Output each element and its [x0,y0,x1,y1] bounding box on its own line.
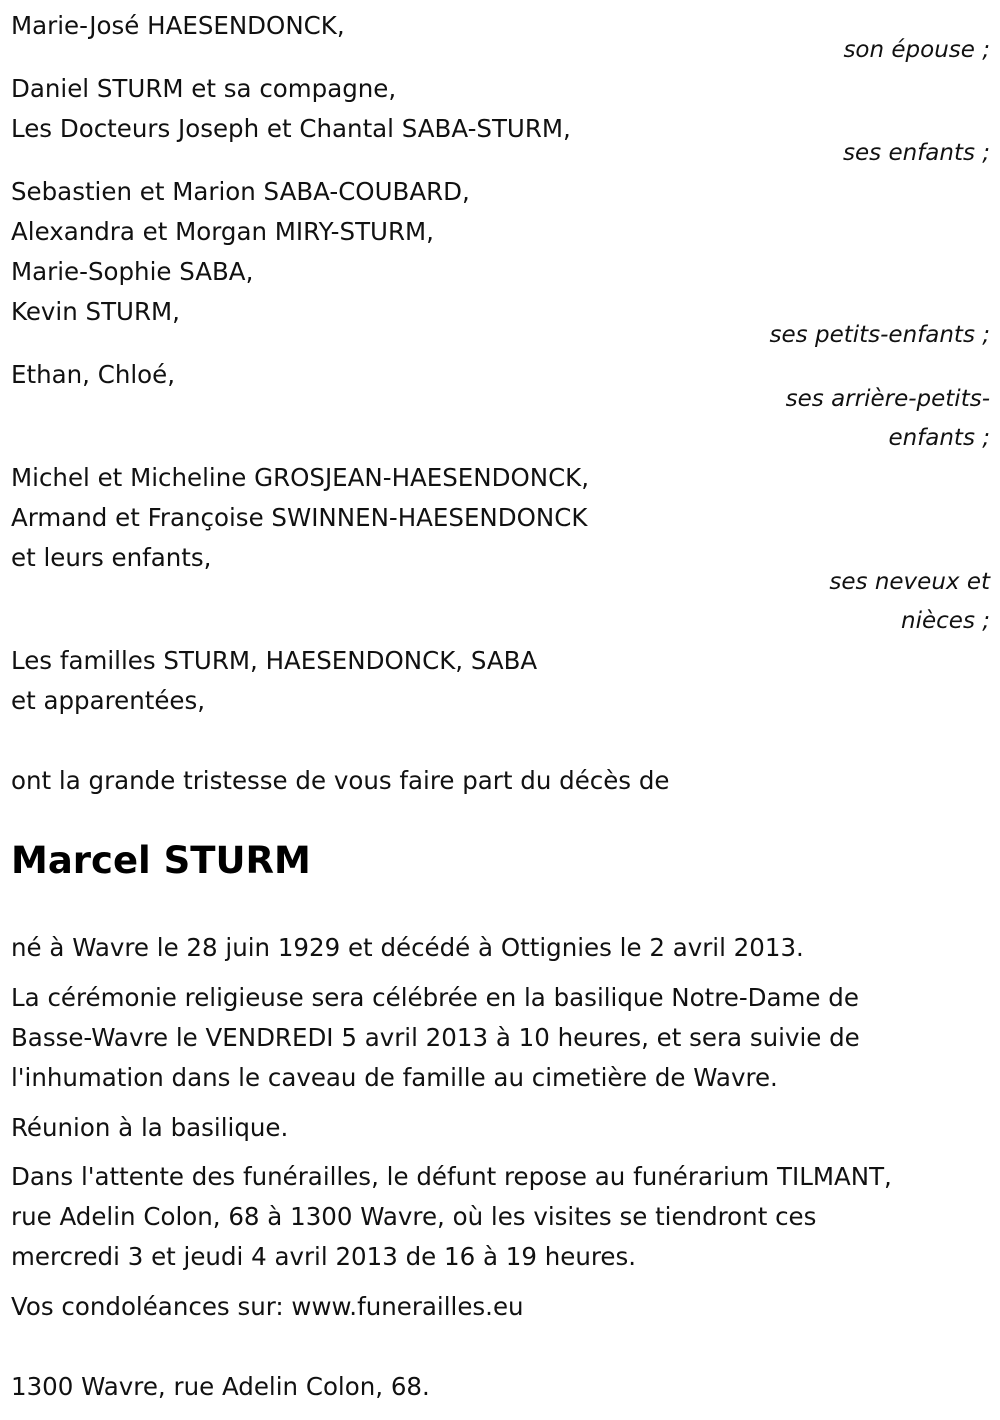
nephew-niece-name: Armand et Françoise SWINNEN-HAESENDONCK [11,503,588,532]
spouse-name: Marie-José HAESENDONCK, [11,11,345,40]
great-grandchildren-names: Ethan, Chloé, [11,360,176,389]
meeting-line: Réunion à la basilique. [11,1113,289,1142]
families-line: Les familles STURM, HAESENDONCK, SABA [11,646,538,675]
nephews-nieces-relation: ses neveux et [829,569,990,595]
visitation-line: Dans l'attente des funérailles, le défunt repose au funérarium TILMANT, [11,1162,892,1191]
ceremony-line: La cérémonie religieuse sera célébrée en la basilique Notre-Dame de [11,983,859,1012]
grandchildren-relation: ses petits-enfants ; [769,322,990,348]
children-relation: ses enfants ; [843,140,990,166]
spouse-relation: son épouse ; [843,37,990,63]
grandchild-name: Sebastien et Marion SABA-COUBARD, [11,177,470,206]
grandchild-name: Alexandra et Morgan MIRY-STURM, [11,217,434,246]
deceased-name: Marcel STURM [11,839,311,882]
nephews-nieces-relation: nièces ; [901,608,990,634]
great-grandchildren-relation: enfants ; [888,425,990,451]
child-name: Les Docteurs Joseph et Chantal SABA-STURM, [11,114,571,143]
families-line: et apparentées, [11,686,206,715]
condolences-line: Vos condoléances sur: www.funerailles.eu [11,1292,524,1321]
ceremony-line: Basse-Wavre le VENDREDI 5 avril 2013 à 10 heures, et sera suivie de [11,1023,860,1052]
visitation-line: mercredi 3 et jeudi 4 avril 2013 de 16 à 19 heures. [11,1242,637,1271]
visitation-line: rue Adelin Colon, 68 à 1300 Wavre, où les visites se tiendront ces [11,1202,817,1231]
address-line: 1300 Wavre, rue Adelin Colon, 68. [11,1372,430,1401]
grandchild-name: Marie-Sophie SABA, [11,257,254,286]
child-name: Daniel STURM et sa compagne, [11,74,397,103]
announcement: ont la grande tristesse de vous faire part du décès de [11,766,670,795]
nephew-niece-name: et leurs enfants, [11,543,212,572]
nephew-niece-name: Michel et Micheline GROSJEAN-HAESENDONCK, [11,463,590,492]
ceremony-line: l'inhumation dans le caveau de famille au cimetière de Wavre. [11,1063,778,1092]
great-grandchildren-relation: ses arrière-petits- [785,386,990,412]
grandchild-name: Kevin STURM, [11,297,180,326]
birth-death-line: né à Wavre le 28 juin 1929 et décédé à Ottignies le 2 avril 2013. [11,933,804,962]
